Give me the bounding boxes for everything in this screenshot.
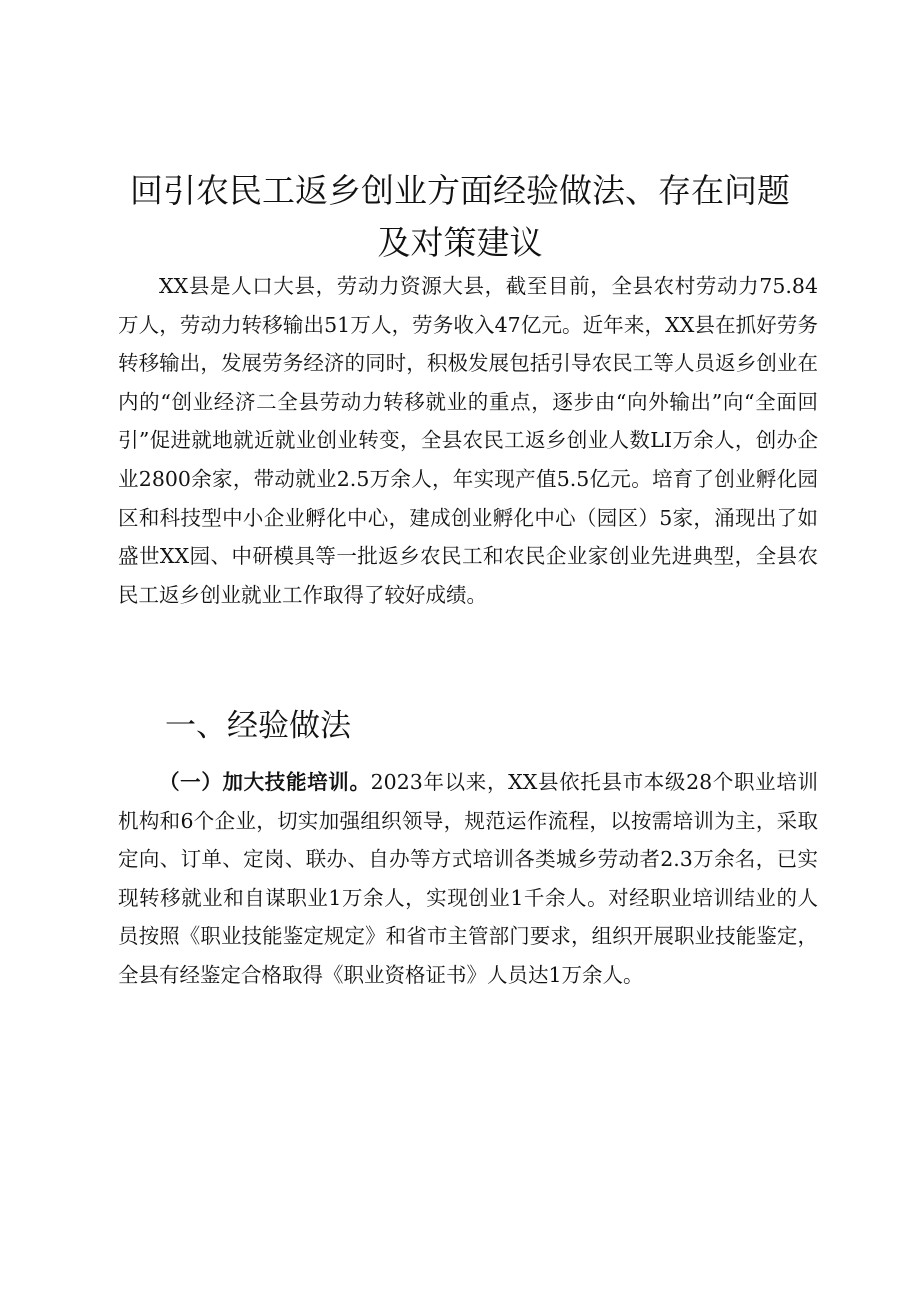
subsection-paragraph	[118, 763, 818, 995]
document-title	[110, 165, 810, 269]
subsection-body: 2023年以来，XX县依托县市本级28个职业培训机构和6个企业，切实加强组织领导，规范运作流程，以按需培训为主，采取定向、订单、定岗、联办、自办等方式培训各类城乡劳动者2.3万余名，已实现转移就业和自谋职业1万余人，实现创业1千余人。对经职业培训结业的人员按照《职业技能鉴定规定》和省市主管部门要求，组织开展职业技能鉴定，全县有经鉴定合格取得《职业资格证书》人员达1万余人。	[118, 770, 818, 987]
intro-paragraph: XX县是人口大县，劳动力资源大县，截至目前，全县农村劳动力75.84万人，劳动力转移输出51万人，劳务收入47亿元。近年来，XX县在抓好劳务转移输出，发展劳务经济的同时，积极发展包括引导农民工等人员返乡创业在内的“创业经济二全县劳动力转移就业的重点，逐步由“向外输出”向“全面回引”促进就地就近就业创业转变，全县农民工返乡创业人数LI万余人，创办企业2800余家，带动就业2.5万余人，年实现产值5.5亿元。培育了创业孵化园区和科技型中小企业孵化中心，建成创业孵化中心（园区）5家，涌现出了如盛世XX园、中研模具等一批返乡农民工和农民企业家创业先进典型，全县农民工返乡创业就业工作取得了较好成绩。	[118, 274, 818, 607]
subsection-lead: （一）加大技能培训。	[159, 770, 371, 794]
section-heading: 一、经验做法	[165, 708, 351, 744]
title-line-1: 回引农民工返乡创业方面经验做法、存在问题	[130, 171, 790, 210]
title-line-2: 及对策建议	[377, 223, 543, 262]
